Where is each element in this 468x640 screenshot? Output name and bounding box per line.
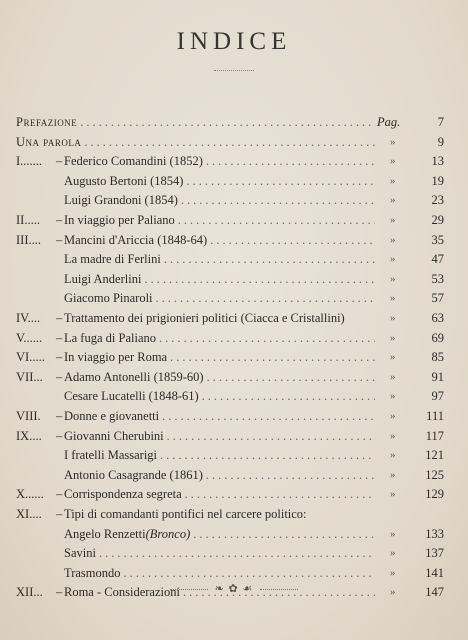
toc-entry-title [16,112,378,132]
page-number: 47 [431,252,444,267]
entry-title-text: Federico Comandini (1852) [64,154,203,169]
ditto-mark: » [390,547,396,560]
chapter-dash: – [56,487,63,502]
leader-dots [164,249,375,269]
leader-dots [99,543,375,563]
entry-title-text: Antonio Casagrande (1861) [64,467,203,482]
toc-row [0,484,468,504]
entry-title-text: Trasmondo [64,565,121,580]
chapter-dash: – [56,585,63,600]
leader-dots [124,563,376,583]
toc-entry-title [64,426,378,446]
leader-dots [186,171,375,191]
entry-title-text: Giacomo Pinaroli [64,291,153,306]
page-number: 57 [431,291,444,306]
page-number: 137 [425,546,444,561]
toc-row [0,171,468,191]
ditto-mark: » [390,370,396,383]
ditto-mark: » [390,566,396,579]
entry-title-text: Augusto Bertoni (1854) [64,173,184,188]
toc-row [0,190,468,210]
entry-title-text: Prefazione [16,115,78,129]
ditto-mark: » [390,155,396,168]
chapter-dash: – [56,369,63,384]
leader-dots [80,112,375,132]
leader-dots [207,367,375,387]
chapter-number: X...... [16,487,44,502]
page-number: 147 [425,585,444,600]
ditto-mark: » [390,312,396,324]
chapter-dash: – [56,232,63,247]
leader-dots [210,230,375,250]
page-number: 97 [431,389,444,404]
toc-entry-title [64,328,378,348]
toc-entry-title [16,132,378,152]
ditto-mark: » [390,194,396,207]
leader-dots [162,406,375,426]
entry-title-text: Donne e giovanetti [64,409,160,423]
toc-row [0,563,468,583]
toc-entry-title [64,484,378,504]
toc-entry-title [64,171,378,191]
chapter-dash: – [56,330,63,345]
page-number: 85 [431,350,444,365]
leader-dots [185,484,375,504]
toc-entry-title [64,524,378,544]
entry-title-text: I fratelli Massarigi [64,448,158,463]
chapter-dash: – [56,213,63,227]
toc-row [0,504,468,524]
chapter-number: VII... [16,369,43,384]
toc-row [0,367,468,387]
chapter-number: IV.... [16,311,41,325]
toc-row [0,524,468,544]
toc-entry-title [64,308,345,328]
toc-row [0,210,468,230]
ditto-mark: » [390,331,396,344]
leader-dots [156,288,375,308]
entry-title-italic: (Bronco) [145,526,191,541]
toc-row [0,112,468,132]
fleuron-icon: ❧ ✿ ☙ [214,583,254,595]
ditto-mark: » [390,135,396,148]
page-number: 29 [431,213,444,227]
toc-row [0,386,468,406]
leader-dots [170,347,375,367]
page-number: 9 [437,134,444,149]
ditto-mark: » [390,449,396,462]
toc-row [0,230,468,250]
page-number: 111 [426,409,444,423]
ditto-mark: » [390,233,396,246]
chapter-number: III.... [16,232,41,247]
page-number: 121 [425,448,444,463]
toc-entry-title [64,367,378,387]
toc-entry-title [64,230,378,250]
toc-entry-title [64,210,378,230]
leader-dots [178,210,375,230]
chapter-dash: – [56,409,63,423]
toc-entry-title [64,504,307,524]
leader-dots [167,426,375,446]
entry-title-text: Giovanni Cherubini [64,428,164,443]
toc-row [0,328,468,348]
entry-title-text: Mancini d'Ariccia (1848-64) [64,232,208,247]
page-title: INDICE [176,28,292,55]
toc-row [0,543,468,563]
leader-dots [202,386,375,406]
page-number: 129 [425,487,444,502]
entry-title-text: Cesare Lucatelli (1848-61) [64,389,199,404]
chapter-number: XII... [16,585,43,600]
toc-row [0,347,468,367]
toc-entry-title [64,347,378,367]
chapter-number: I....... [16,154,43,169]
page-number: 125 [425,467,444,482]
ditto-mark: » [390,292,396,305]
toc-row [0,406,468,426]
ornament-rule-left [170,589,208,590]
entry-title-text: La fuga di Paliano [64,330,156,345]
toc-entry-title [64,249,378,269]
entry-title-text: Una parola [16,134,82,149]
page-number: 53 [431,271,444,286]
ornament-rule-right [260,589,298,590]
toc-row [0,426,468,446]
ditto-mark: » [390,410,396,422]
toc-entry-title [64,563,378,583]
entry-title-text: La madre di Ferlini [64,252,161,267]
ditto-mark: » [390,527,396,540]
entry-title-text: Angelo Renzetti [64,526,146,541]
title-ornament-rule [214,70,254,73]
chapter-number: IX.... [16,428,42,443]
chapter-number: II..... [16,213,40,227]
toc-row [0,269,468,289]
ditto-mark: » [390,214,396,226]
toc-entry-title [64,190,378,210]
ditto-mark: » [390,272,396,285]
ditto-mark: » [390,586,396,599]
chapter-number: XI.... [16,507,42,521]
toc-entry-title [64,288,378,308]
entry-title-text: Roma - Considerazioni [64,585,180,600]
leader-dots [181,190,375,210]
leader-dots [206,151,375,171]
page-number: 133 [425,526,444,541]
chapter-number: VIII. [16,409,41,423]
ditto-mark: » [390,253,396,266]
page-number: 35 [431,232,444,247]
toc-entry-title [64,543,378,563]
ditto-mark: » [390,468,396,481]
toc-row [0,445,468,465]
leader-dots [206,465,375,485]
toc-row [0,308,468,328]
chapter-dash: – [56,507,63,521]
toc-entry-title [64,406,378,426]
entry-title-text: Corrispondenza segreta [64,487,182,502]
page-number: 91 [431,369,444,384]
toc-row [0,249,468,269]
page-number: 19 [431,173,444,188]
page-number: 23 [431,193,444,208]
entry-title-text: Trattamento dei prigionieri politici (Ciacca e Cristallini) [64,311,345,325]
page-number: 13 [431,154,444,169]
entry-title-text: Savini [64,546,96,561]
page-number: 69 [431,330,444,345]
page-number: 63 [431,311,444,325]
ditto-mark: » [390,488,396,501]
toc-entry-title [64,445,378,465]
toc-entry-title [64,269,378,289]
ditto-mark: » [390,174,396,187]
toc-entry-title [64,151,378,171]
entry-title-text: Luigi Anderlini [64,271,142,286]
toc-entry-title [64,386,378,406]
toc-entry-title [64,465,378,485]
ditto-mark: » [390,390,396,403]
chapter-number: V...... [16,330,43,345]
chapter-number: VI..... [16,350,45,365]
page-number: 141 [425,565,444,580]
leader-dots [144,269,375,289]
pag-label: Pag. [377,115,401,129]
leader-dots [160,445,375,465]
leader-dots [84,132,375,152]
chapter-dash: – [56,350,63,365]
entry-title-text: Luigi Grandoni (1854) [64,193,178,208]
toc-row [0,465,468,485]
ditto-mark: » [390,351,396,364]
toc-row [0,132,468,152]
page-number: 117 [425,428,444,443]
entry-title-text: In viaggio per Roma [64,350,168,365]
leader-dots [193,524,375,544]
page-number: 7 [437,115,444,129]
chapter-dash: – [56,428,63,443]
toc-row [0,151,468,171]
toc-row [0,288,468,308]
bottom-ornament [0,582,468,595]
leader-dots [159,328,375,348]
entry-title-text: In viaggio per Paliano [64,213,175,227]
entry-title-text: Tipi di comandanti pontifici nel carcere politico: [64,507,307,521]
chapter-dash: – [56,311,63,325]
entry-title-text: Adamo Antonelli (1859-60) [64,369,204,384]
chapter-dash: – [56,154,63,169]
ditto-mark: » [390,429,396,442]
